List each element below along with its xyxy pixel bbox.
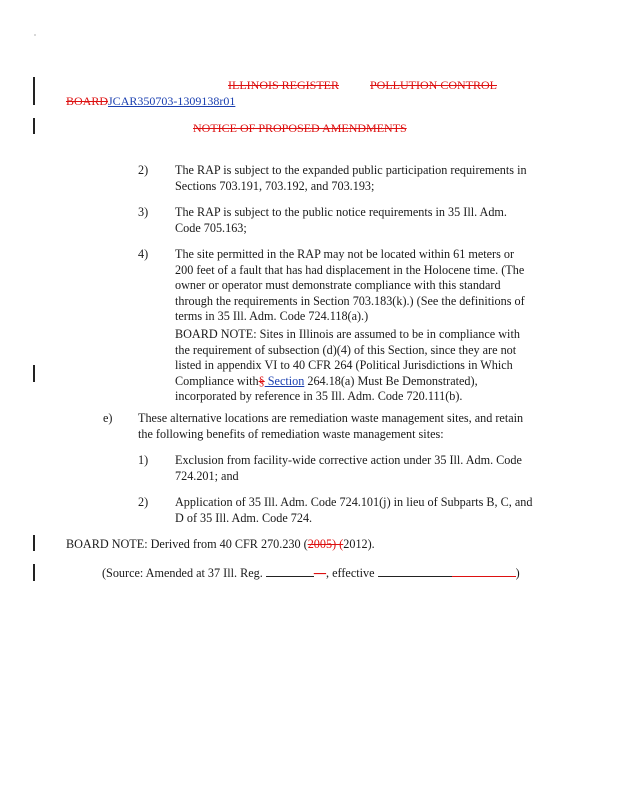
item-text: Exclusion from facility-wide corrective action under 35 Ill. Adm. Code 724.201; and [175, 453, 522, 483]
reg-blank [266, 566, 314, 577]
agency-header [370, 78, 497, 93]
item-number: 3) [138, 205, 149, 219]
register-title: ILLINOIS REGISTER [228, 78, 339, 92]
item-number: 1) [138, 453, 149, 467]
inserted-section-word: Section [264, 373, 305, 388]
item-text: The RAP is subject to the public notice requirements in 35 Ill. Adm. Code 705.163; [175, 205, 507, 235]
item-text: The RAP is subject to the expanded public participation requirements in Sections 703.191, 703.192, and 703.193; [175, 163, 527, 193]
item-number: 4) [138, 247, 149, 261]
jcar-line [66, 94, 235, 109]
deleted-dash: — [313, 566, 327, 580]
effective-blank [378, 566, 452, 577]
deleted-section-symbol: § [258, 373, 265, 388]
agency-name: POLLUTION CONTROL [370, 78, 497, 92]
change-bar [33, 564, 35, 581]
item-text: Application of 35 Ill. Adm. Code 724.101(j) in lieu of Subparts B, C, and D of 35 Ill. Adm. Code 724. [175, 495, 533, 525]
board-deleted: BOARD [66, 94, 109, 108]
item-number: 2) [138, 163, 149, 177]
change-bar [33, 535, 35, 551]
jcar-number: JCAR350703-1309138r01 [108, 94, 236, 108]
source-line: (Source: Amended at 37 Ill. Reg. —, effective ) [102, 566, 520, 580]
scan-speck [34, 34, 36, 36]
deleted-year: 2005) ( [307, 537, 344, 551]
subsection-text: These alternative locations are remediation waste management sites, and retain the following benefits of remediation waste management sites: [138, 411, 524, 441]
notice-heading: NOTICE OF PROPOSED AMENDMENTS [193, 121, 407, 135]
item-text: The site permitted in the RAP may not be located within 61 meters or 200 feet of a fault that has had displacement in the Holocene time. (The owner or operator must demonstrate compliance with this standard through the requirements in Section 703.183(k).) (See the definitions of terms in 35 Ill. Adm. Code 724.118(a).) [175, 247, 525, 324]
change-bar [33, 77, 35, 105]
register-header [228, 78, 339, 93]
effective-blank-inserted [452, 566, 516, 577]
board-note-derived: BOARD NOTE: Derived from 40 CFR 270.230 (2005) (2012). [66, 537, 375, 551]
change-bar [33, 118, 35, 134]
change-bar [33, 365, 35, 382]
subsection-label: e) [103, 411, 113, 425]
item-number: 2) [138, 495, 149, 509]
board-note: BOARD NOTE: Sites in Illinois are assumed to be in compliance with the requirement of subsection (d)(4) of this Section, since they are not listed in appendix VI to 40 CFR 264 (Political Jurisdictions in Which Compliance with§ Section 264.18(a) Must Be Demonstrated), incorporated by reference in 35 Ill. Adm. Code 720.111(b). [175, 327, 520, 404]
